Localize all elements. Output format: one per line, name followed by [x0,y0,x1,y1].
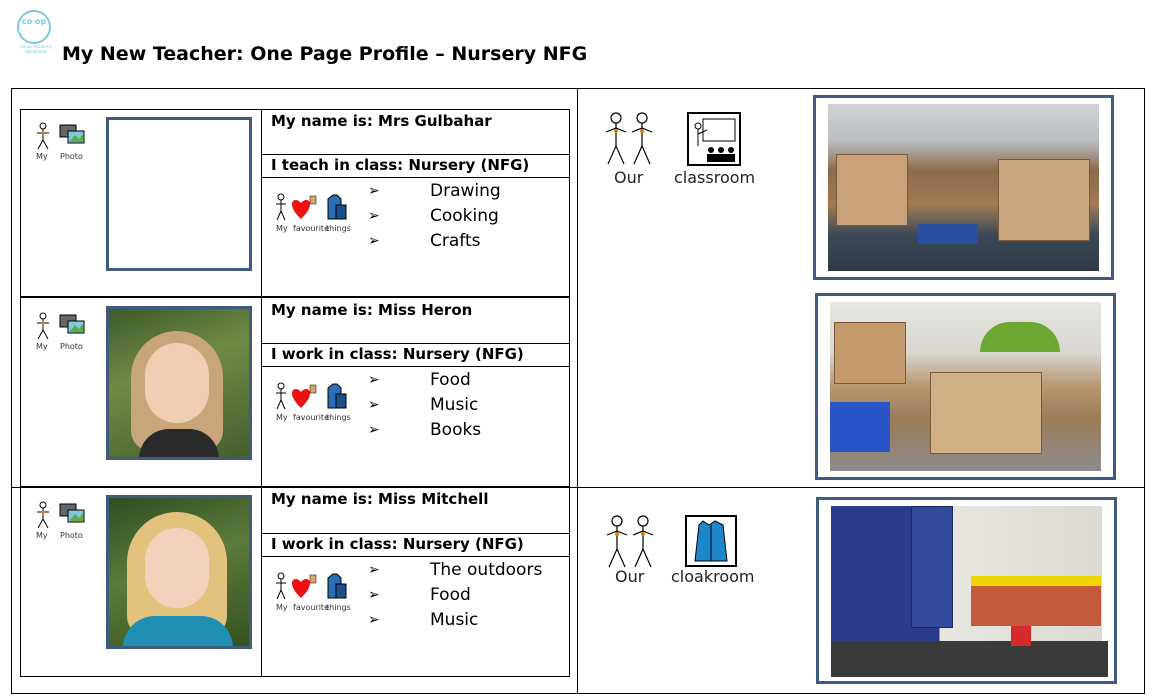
name-row-line-2 [261,343,570,344]
favourite-item: Food [430,370,471,390]
camera-photo-icon [58,313,86,337]
favourite-item: Crafts [430,231,481,251]
heart-thumbs-up-icon [292,572,318,600]
classroom-photo-2 [815,293,1116,480]
heart-thumbs-up-icon [292,382,318,410]
favourite-label: favourite [293,224,329,233]
coat-things-icon [324,572,348,600]
person-icon [34,312,52,340]
my-label: My [276,603,288,612]
row-divider-right [577,487,1144,488]
my-photo-symbol [32,312,92,354]
camera-photo-icon [58,123,86,147]
classroom-photo-1 [813,95,1114,280]
bullet-arrow-icon: ➢ [368,397,380,413]
teacher-photo [106,495,252,649]
person-icon [274,382,288,410]
bullet-arrow-icon: ➢ [368,422,380,438]
favourite-label: favourite [293,603,329,612]
our-label: Our [615,567,645,586]
co-op-logo [17,10,51,44]
teacher-name: My name is: Mrs Gulbahar [271,112,492,130]
coat-things-icon [324,193,348,221]
favourite-item: Cooking [430,206,499,226]
bullet-arrow-icon: ➢ [368,562,380,578]
bullet-arrow-icon: ➢ [368,183,380,199]
photo-label: Photo [60,342,83,351]
favourite-item: Music [430,395,479,415]
my-label: My [276,224,288,233]
teacher-class: I work in class: Nursery (NFG) [271,535,524,553]
column-divider [577,88,578,694]
two-people-icon [603,513,659,569]
my-photo-symbol [32,122,92,164]
teacher-photo [106,306,252,460]
favourite-item: Books [430,420,482,440]
name-row-line-3 [261,533,570,534]
person-icon [274,193,288,221]
coat-things-icon [324,382,348,410]
my-label: My [36,531,48,540]
cloakroom-label: cloakroom [671,567,755,586]
favourite-item: Food [430,585,471,605]
cloakroom-photo [816,497,1117,684]
our-label: Our [614,168,644,187]
person-icon [34,122,52,150]
my-label: My [36,152,48,161]
my-label: My [276,413,288,422]
heart-thumbs-up-icon [292,193,318,221]
my-label: My [36,342,48,351]
class-row-line-2 [261,366,570,367]
logo-glyph: co op [21,17,47,26]
things-label: things [326,224,351,233]
teacher-row-divider-2 [20,486,570,488]
camera-photo-icon [58,502,86,526]
favourite-things-symbol [274,382,354,424]
name-row-line-1 [261,154,570,155]
favourite-item: The outdoors [430,560,543,580]
bullet-arrow-icon: ➢ [368,587,380,603]
two-people-icon [602,110,658,166]
bullet-arrow-icon: ➢ [368,612,380,628]
person-icon [34,501,52,529]
teacher-row-divider-1 [20,296,570,298]
favourite-label: favourite [293,413,329,422]
person-icon [274,572,288,600]
photo-label: Photo [60,531,83,540]
bullet-arrow-icon: ➢ [368,208,380,224]
classroom-label: classroom [674,168,756,187]
logo-text: Co-op Academy Woodlands [20,44,52,54]
things-label: things [326,413,351,422]
favourite-things-symbol [274,572,354,614]
teacher-class: I teach in class: Nursery (NFG) [271,156,530,174]
my-photo-symbol [32,501,92,543]
favourite-things-symbol [274,193,354,235]
classroom-icon [687,112,741,166]
favourite-item: Drawing [430,181,501,201]
class-row-line-1 [261,177,570,178]
things-label: things [326,603,351,612]
photo-label: Photo [60,152,83,161]
teacher-table-divider [261,109,262,677]
page-title: My New Teacher: One Page Profile – Nursery NFG [62,43,588,65]
teacher-name: My name is: Miss Heron [271,301,473,319]
bullet-arrow-icon: ➢ [368,372,380,388]
teacher-photo-placeholder [106,117,252,271]
favourite-item: Music [430,610,479,630]
teacher-class: I work in class: Nursery (NFG) [271,345,524,363]
class-row-line-3 [261,556,570,557]
bullet-arrow-icon: ➢ [368,233,380,249]
teacher-name: My name is: Miss Mitchell [271,490,489,508]
coat-icon [685,515,737,567]
